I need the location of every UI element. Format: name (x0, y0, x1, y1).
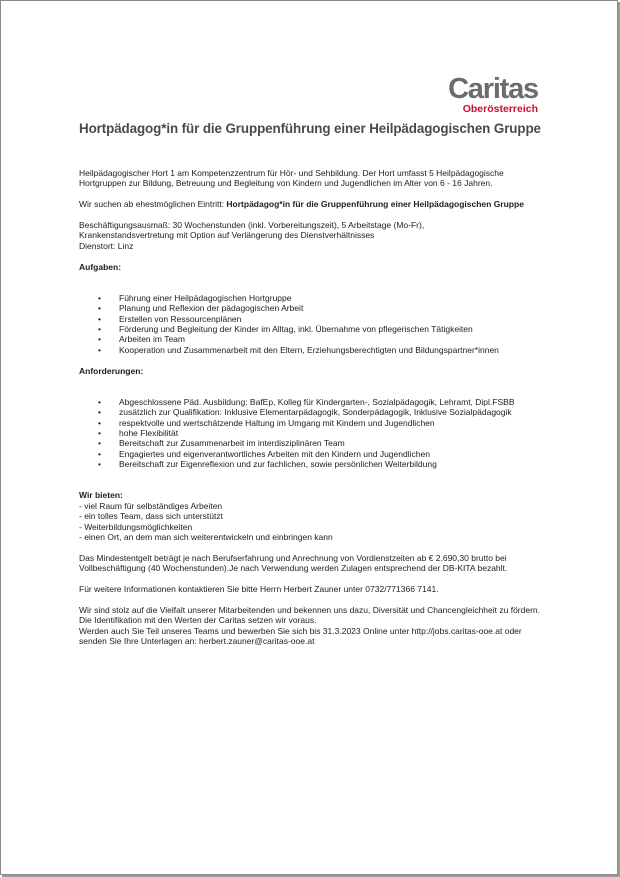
search-prefix: Wir suchen ab ehestmöglichen Eintritt: (79, 199, 227, 210)
document-body (79, 168, 541, 646)
list-item: • Abgeschlossene Päd. Ausbildung: BafEp, Kolleg für Kindergarten-, Sozialpädagogik, Lehramt, Dipl.FSBB (79, 397, 541, 407)
tasks-list (79, 293, 541, 355)
tasks-heading: Aufgaben: (79, 261, 122, 272)
list-item: • respektvolle und wertschätzende Haltung im Umgang mit Kindern und Jugendlichen (79, 418, 541, 428)
list-item: • Förderung und Begleitung der Kinder im Alltag, inkl. Übernahme von pflegerischen Tätigkeiten (79, 324, 541, 334)
search-paragraph (79, 199, 541, 209)
logo-region: Oberösterreich (462, 103, 538, 115)
offer-item: - einen Ort, an dem man sich weiterentwickeln und einbringen kann (79, 532, 333, 543)
requirements-list (79, 397, 541, 470)
list-item: • Erstellen von Ressourcenplänen (79, 314, 541, 324)
offer-item: - ein tolles Team, dass sich unterstützt (79, 511, 223, 522)
list-item: • Bereitschaft zur Eigenreflexion und zur fachlichen, sowie persönlichen Weiterbildung (79, 459, 541, 469)
requirements-heading: Anforderungen: (79, 365, 144, 376)
intro-paragraph: Heilpädagogischer Hort 1 am Kompetenzzentrum für Hör- und Sehbildung. Der Hort umfasst 5 Heilpädagogische Hortgruppen zur Bildung, Betreuung und Begleitung von Kindern und Jugendlichen im Alter von 6 - 16 Jahren. (79, 168, 504, 189)
page-title: Hortpädagog*in für die Gruppenführung einer Heilpädagogischen Gruppe (79, 121, 541, 136)
offer-item: - viel Raum für selbständiges Arbeiten (79, 500, 223, 511)
logo-wordmark: Caritas (448, 73, 538, 105)
employment-line-3: Dienstort: Linz (79, 240, 134, 251)
search-position: Hortpädagog*in für die Gruppenführung einer Heilpädagogischen Gruppe (226, 199, 524, 210)
list-item: • Engagiertes und eigenverantwortliches Arbeiten mit den Kindern und Jugendlichen (79, 449, 541, 459)
closing-paragraph-1: Wir sind stolz auf die Vielfalt unserer Mitarbeitenden und bekennen uns dazu, Diversität und Chancengleichheit zu fördern. Die Identifikation mit den Werten der Caritas setzen wir voraus. (79, 604, 541, 626)
list-item: • Planung und Reflexion der pädagogischen Arbeit (79, 303, 541, 313)
offer-heading: Wir bieten: (79, 490, 123, 501)
salary-paragraph: Das Mindestentgelt beträgt je nach Berufserfahrung und Anrechnung von Vordienstzeiten ab € 2.690,30 brutto bei Vollbeschäftigung (40 Wochenstunden).Je nach Verwendung werden Zulagen entsprechend der DB-KITA bezahlt. (79, 552, 508, 574)
list-item: • Kooperation und Zusammenarbeit mit den Eltern, Erziehungsberechtigten und Bildungspartner*innen (79, 345, 541, 355)
list-item: • hohe Flexibilität (79, 428, 541, 438)
employment-line-1: Beschäftigungsausmaß: 30 Wochenstunden (inkl. Vorbereitungszeit), 5 Arbeitstage (Mo-Fr), (79, 220, 425, 230)
list-item: • Bereitschaft zur Zusammenarbeit im interdisziplinären Team (79, 438, 541, 448)
closing-paragraph-2: Werden auch Sie Teil unseres Teams und bewerben Sie sich bis 31.3.2023 Online unter http://jobs.caritas-ooe.at oder senden Sie Ihre Unterlagen an: herbert.zauner@caritas-ooe.at (79, 625, 522, 647)
contact-paragraph: Für weitere Informationen kontaktieren Sie bitte Herrn Herbert Zauner unter 0732/771366 7141. (79, 584, 439, 595)
caritas-logo (448, 75, 538, 115)
list-item: • zusätzlich zur Qualifikation: Inklusive Elementarpädagogik, Sonderpädagogik, Inklusive Sozialpädagogik (79, 407, 541, 417)
list-item: • Führung einer Heilpädagogischen Hortgruppe (79, 293, 541, 303)
employment-line-2: Krankenstandsvertretung mit Option auf Verlängerung des Dienstverhältnisses (79, 230, 375, 241)
offer-item: - Weiterbildungsmöglichkeiten (79, 521, 193, 532)
list-item: • Arbeiten im Team (79, 334, 541, 344)
